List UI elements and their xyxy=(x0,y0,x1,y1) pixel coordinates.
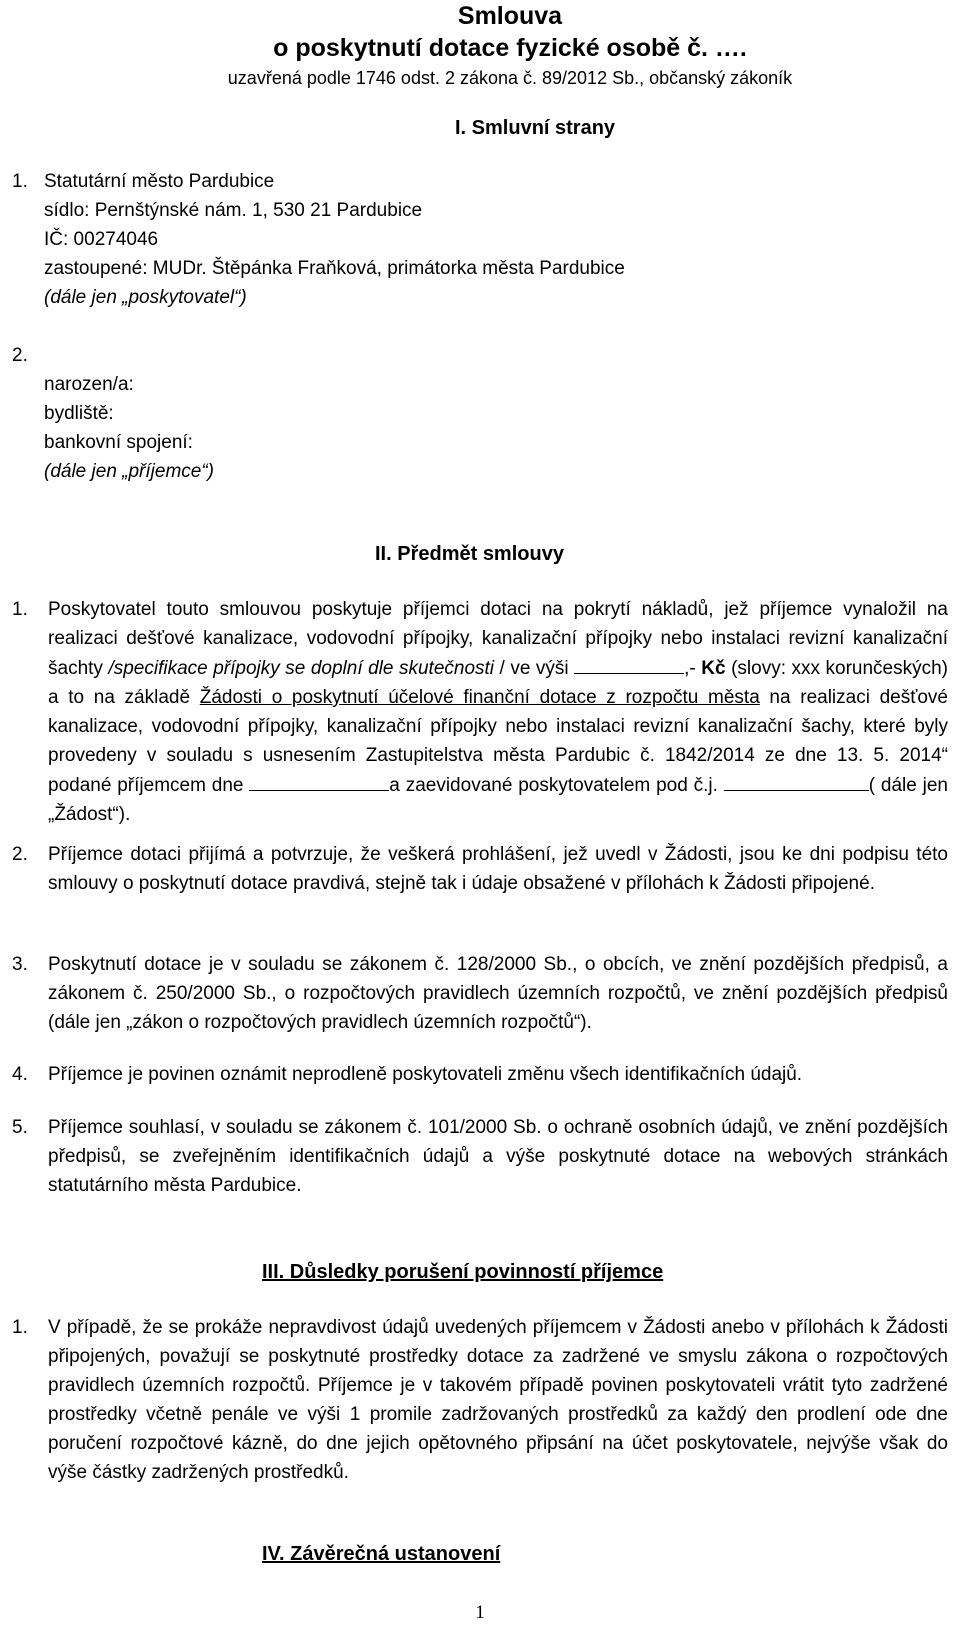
clause-number: 3. xyxy=(12,954,28,975)
party-number: 2. xyxy=(12,345,28,366)
provider-name: Statutární město Pardubice xyxy=(44,171,275,192)
recipient-residence-field: bydliště: xyxy=(44,403,114,424)
document-subtitle: o poskytnutí dotace fyzické osobě č. …. xyxy=(273,34,747,62)
section-heading-subject: II. Předmět smlouvy xyxy=(375,543,564,565)
provider-alias: (dále jen „poskytovatel“) xyxy=(44,287,247,308)
reference-number-blank xyxy=(724,770,869,791)
subject-clause-2 xyxy=(12,840,948,898)
amount-blank xyxy=(574,653,684,674)
provider-seat: sídlo: Pernštýnské nám. 1, 530 21 Pardubice xyxy=(44,200,423,221)
clause-number: 5. xyxy=(12,1117,28,1138)
subject-clause-5 xyxy=(12,1113,948,1200)
section-heading-breach: III. Důsledky porušení povinností příjemce xyxy=(262,1261,664,1283)
clause-number: 1. xyxy=(12,1317,28,1338)
clause-text: Poskytnutí dotace je v souladu se zákonem č. 128/2000 Sb., o obcích, ve znění pozdějších předpisů, a zákonem č. 250/2000 Sb., o rozpočtových pravidlech územních rozpočtů, ve znění pozdějších předpisů (dále jen „zákon o rozpočtových pravidlech územních rozpočtů“). xyxy=(48,954,948,1033)
section-heading-final: IV. Závěrečná ustanovení xyxy=(262,1543,501,1565)
party-number: 1. xyxy=(12,171,28,192)
document-legal-basis: uzavřená podle 1746 odst. 2 zákona č. 89/2012 Sb., občanský zákoník xyxy=(227,68,793,88)
clause-number: 2. xyxy=(12,844,28,865)
clause-number: 1. xyxy=(12,599,28,620)
subject-clause-4 xyxy=(12,1060,948,1089)
recipient-born-field: narozen/a: xyxy=(44,374,134,395)
provider-ic: IČ: 00274046 xyxy=(44,229,159,250)
subject-clause-3 xyxy=(12,950,948,1037)
breach-clause-1 xyxy=(12,1313,948,1487)
document-header xyxy=(0,0,960,92)
date-blank xyxy=(249,770,389,791)
clause-text: Příjemce souhlasí, v souladu se zákonem č. 101/2000 Sb. o ochraně osobních údajů, ve znění pozdějších předpisů, se zveřejněním identifikačních údajů a výše poskytnuté dotace na webových stránkách statutárního města Pardubice. xyxy=(48,1117,948,1196)
party-recipient xyxy=(12,341,948,486)
recipient-alias: (dále jen „příjemce“) xyxy=(44,461,214,482)
provider-representative: zastoupené: MUDr. Štěpánka Fraňková, primátorka města Pardubice xyxy=(44,258,625,279)
clause-text: Příjemce je povinen oznámit neprodleně poskytovateli změnu všech identifikačních údajů. xyxy=(48,1064,803,1085)
section-heading-parties: I. Smluvní strany xyxy=(455,117,616,139)
document-title: Smlouva xyxy=(457,2,563,30)
clause-text: V případě, že se prokáže nepravdivost údajů uvedených příjemcem v Žádosti anebo v přílohách k Žádosti připojených, považují se poskytnuté prostředky dotace za zadržené ve smyslu zákona o rozpočtových pravidlech územních rozpočtů. Příjemce je v takovém případě povinen poskytovateli vrátit tyto zadržené prostředky včetně penále ve výši 1 promile zadržovaných prostředků za každý den prodlení ode dne poručení rozpočtové kázně, do dne jejich opětovného připsání na účet poskytovatele, nejvýše však do výše částky zadržených prostředků. xyxy=(48,1317,948,1483)
party-provider xyxy=(12,167,948,312)
subject-clause-1 xyxy=(12,595,948,829)
clause-number: 4. xyxy=(12,1064,28,1085)
clause-text: Příjemce dotaci přijímá a potvrzuje, že veškerá prohlášení, jež uvedl v Žádosti, jsou ke dni podpisu této smlouvy o poskytnutí dotace pravdivá, stejně tak i údaje obsažené v přílohách k Žádosti připojené. xyxy=(48,844,948,894)
page-number: 1 xyxy=(475,1602,485,1623)
recipient-bank-field: bankovní spojení: xyxy=(44,432,193,453)
clause-text: Poskytovatel touto smlouvou poskytuje příjemci dotaci na pokrytí nákladů, jež příjemce vynaložil na realizaci dešťové kanalizace, vodovodní přípojky, kanalizační přípojky nebo instalaci revizní kanalizační šachty /specifikace přípojky se doplní dle skutečnosti / ve výši ,- Kč (slovy: xxx korunčeských) a to na základě Žádosti o poskytnutí účelové finanční dotace z rozpočtu města na realizaci dešťové kanalizace, vodovodní přípojky, kanalizační přípojky nebo instalaci revizní kanalizační šachy, které byly provedeny v souladu s usnesením Zastupitelstva města Pardubic č. 1842/2014 ze dne 13. 5. 2014“ podané příjemcem dne a zaevidované poskytovatelem pod č.j. ( dále jen „Žádost“). xyxy=(48,599,948,825)
